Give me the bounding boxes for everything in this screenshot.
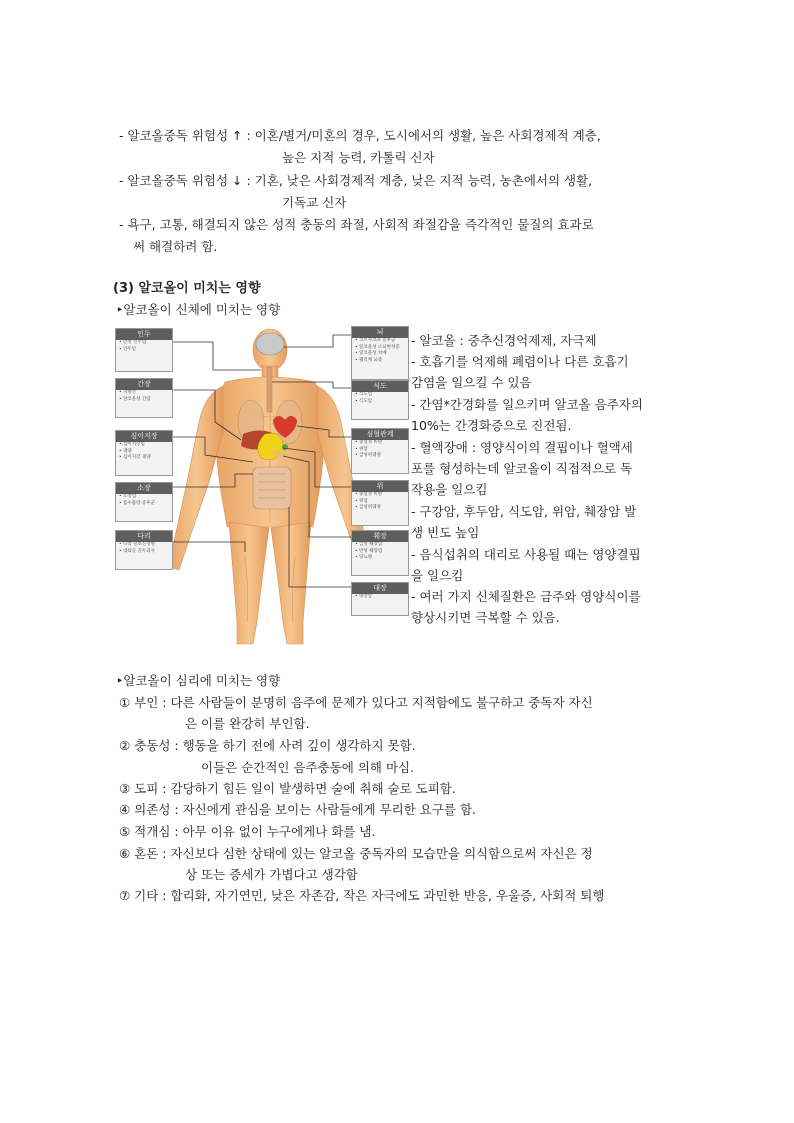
body-effect-line: - 음식섭취의 대리로 사용될 때는 영양결핍	[411, 547, 641, 562]
label-box-item: • 대퇴골 골두괴사	[119, 548, 155, 554]
label-box-item: • 급성 췌장염	[355, 542, 383, 547]
psych-item-denial-cont: 은 이를 완강히 부인함.	[185, 716, 310, 731]
body-effect-line: - 호흡기를 억제해 폐렴이나 다른 호흡기	[411, 354, 629, 369]
label-box-small-intestine	[115, 482, 173, 522]
body-effect-line: 감염을 일으킬 수 있음	[411, 375, 532, 390]
label-box-item: • 위염	[355, 446, 368, 452]
psych-item-impulsivity: ② 충동성 : 행동을 하기 전에 사려 깊이 생각하지 못함.	[119, 738, 416, 753]
label-box-title: 식도	[352, 381, 408, 392]
label-box-liver	[115, 378, 173, 418]
label-box-pharynx	[115, 328, 173, 372]
label-box-title: 인두	[116, 329, 172, 340]
desire-line-2: 써 해결하려 함.	[133, 239, 218, 254]
body-effect-line: - 알코올 : 중추신경억제제, 자극제	[411, 333, 597, 348]
label-box-item: • 십이지장염	[119, 442, 145, 447]
body-effect-line: - 간염*간경화를 일으키며 알코올 음주자의	[411, 397, 643, 412]
label-box-item: • 알코올성 소뇌변성증	[355, 344, 400, 350]
label-box-item: • 지방간	[119, 390, 137, 395]
psych-item-confusion-cont: 상 또는 증세가 가볍다고 생각함	[185, 867, 358, 882]
label-box-leg	[115, 530, 173, 570]
label-box-item: • 소장염	[119, 494, 137, 499]
risk-down-line-2: 기독교 신자	[282, 195, 347, 210]
label-box-stomach	[351, 480, 409, 526]
label-box-duodenum	[115, 430, 173, 476]
label-box-item: • 십이지장 궤양	[119, 455, 151, 460]
label-box-item: • 위염	[355, 498, 368, 504]
label-box-item: • 식도암	[355, 398, 373, 404]
label-box-item: • 만성 인두염	[119, 340, 147, 345]
body-effect-line: 을 일으킴	[411, 568, 464, 583]
label-box-item: • 급성위궤양	[355, 505, 381, 510]
label-box-item: • 흡수불량 증후군	[119, 500, 155, 506]
label-box-item: • 웰리케 뇌증	[355, 357, 383, 363]
psych-item-denial: ① 부인 : 다른 사람들이 분명히 음주에 문제가 있다고 지적함에도 불구하고 중독자 자신	[119, 695, 593, 710]
psych-item-impulsivity-cont: 이들은 순간적인 음주충동에 의해 마심.	[201, 760, 415, 775]
risk-down-line-1: - 알코올중독 위험성 ↓ : 기혼, 낮은 사회경제적 계층, 낮은 지적 능력, 농촌에서의 생활,	[119, 173, 593, 188]
psych-item-other: ⑦ 기타 : 합리화, 자기연민, 낮은 자존감, 작은 자극에도 과민한 반응, 우울증, 사회적 퇴행	[119, 888, 605, 903]
psych-item-dependency: ④ 의존성 : 자신에게 관심을 보이는 사람들에게 무리한 요구를 함.	[119, 802, 477, 817]
label-box-title: 심혈관계	[352, 429, 408, 440]
body-effect-line: - 구강암, 후두암, 식도암, 위암, 췌장암 발	[411, 504, 637, 519]
body-effect-line: 작용을 일으킴	[411, 482, 488, 497]
label-box-title: 위	[352, 481, 408, 492]
section-title: (3) 알코올이 미치는 영향	[113, 281, 261, 296]
body-effect-line: 향상시키면 극복할 수 있음.	[411, 610, 560, 625]
desire-line-1: - 욕구, 고통, 해결되지 않은 성적 충동의 좌절, 사회적 좌절감을 즉각적인 물질의 효과로	[119, 217, 594, 232]
risk-up-line-2: 높은 지적 능력, 카톨릭 신자	[282, 150, 435, 165]
body-effect-line: - 혈액장애 : 영양식이의 결핍이나 혈액세	[411, 440, 633, 455]
psych-effects-subtitle: ‣알코올이 심리에 미치는 영향	[116, 673, 281, 688]
body-effect-line: 생 빈도 높임	[411, 525, 480, 540]
body-effect-line: 10%는 간경화증으로 진전됨.	[411, 418, 572, 433]
psych-item-escape: ③ 도피 : 감당하기 힘든 일이 발생하면 술에 취해 술로 도피함.	[119, 781, 456, 796]
label-box-item: • 만성 췌장염	[355, 548, 383, 554]
label-box-large-intestine	[351, 582, 409, 616]
body-effect-line: - 여러 가지 신체질환은 금주와 영양식이를	[411, 589, 641, 604]
label-box-item: • 충혈성 비판	[355, 492, 383, 497]
label-box-brain	[351, 326, 409, 380]
label-box-item: • 식도염	[355, 392, 373, 397]
label-box-title: 소장	[116, 483, 172, 494]
label-box-item: • 코르사코프 증후군	[355, 338, 396, 343]
body-effects-subtitle: ‣알코올이 신체에 미치는 영향	[116, 302, 281, 317]
label-box-item: • 인두암	[119, 346, 137, 352]
label-box-item: • 다리 말초신경병	[119, 542, 155, 547]
risk-up-line-1: - 알코올중독 위험성 ↑ : 이혼/별거/미혼의 경우, 도시에서의 생활, 높은 사회경제적 계층,	[119, 128, 601, 143]
label-box-item: • 급성위궤양	[355, 453, 381, 458]
psych-item-hostility: ⑤ 적개심 : 아무 이유 없이 누구에게나 화를 냄.	[119, 824, 376, 839]
brain-organ	[256, 333, 284, 355]
label-box-title: 췌장	[352, 531, 408, 542]
label-box-title: 심이지장	[116, 431, 172, 442]
label-box-item: • 당뇨병	[355, 555, 373, 560]
label-box-title: 다리	[116, 531, 172, 542]
label-box-cardiovascular	[351, 428, 409, 474]
psych-item-confusion: ⑥ 혼돈 : 자신보다 심한 상태에 있는 알코올 중독자의 모습만을 의식함으로써 자신은 정	[119, 846, 593, 861]
label-box-item: • 충혈성 비판	[355, 440, 383, 445]
label-box-item: • 알코올성 간염	[119, 396, 151, 402]
intestine-organ	[253, 467, 291, 509]
label-box-title: 뇌	[352, 327, 408, 338]
label-box-pancreas	[351, 530, 409, 576]
label-box-item: • 알코올성 치매	[355, 351, 387, 356]
label-box-esophagus	[351, 380, 409, 420]
label-box-item: • 대장암	[355, 594, 373, 599]
body-organ-figure	[113, 322, 408, 647]
label-box-item: • 궤양	[119, 448, 132, 454]
body-effect-line: 포를 형성하는데 알코올이 직접적으로 독	[411, 461, 633, 476]
label-box-title: 간장	[116, 379, 172, 390]
label-box-title: 대장	[352, 583, 408, 594]
